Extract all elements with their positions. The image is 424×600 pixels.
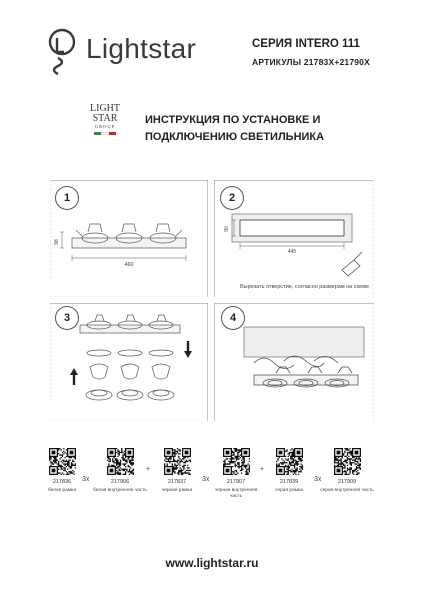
website-url[interactable]: www.lightstar.ru <box>165 556 259 570</box>
product-code: 217839 <box>279 479 299 485</box>
qr-code-icon <box>334 448 361 475</box>
step-2-cut-note: Вырезать отверстие, согласно размерам на схеме <box>240 284 370 290</box>
brand-name: Lightstar <box>86 33 197 64</box>
lightstar-group-logo <box>88 104 122 135</box>
product-code: 217836 <box>52 479 72 485</box>
step-1-height: 98 <box>54 239 60 245</box>
step-4-panel <box>214 303 374 421</box>
qr-code-icon <box>49 448 76 475</box>
product-code: 217906 <box>110 479 130 485</box>
qr-code-icon <box>107 448 134 475</box>
quantity-multiplier: 3x <box>82 476 90 483</box>
step-2-width: 445 <box>287 249 297 255</box>
italian-flag-icon <box>94 132 116 135</box>
plus-sign: + <box>260 466 265 473</box>
qr-code-icon <box>164 448 191 475</box>
product-description: серая рамка <box>275 488 303 493</box>
quantity-multiplier: 3x <box>314 476 322 483</box>
instruction-line-2: ПОДКЛЮЧЕНИЮ СВЕТИЛЬНИКА <box>145 131 325 143</box>
product-description: белая внутренняя часть <box>93 488 147 493</box>
product-code: 217909 <box>337 479 357 485</box>
product-description: серая внутренняя часть <box>320 488 374 493</box>
group-logo-line1: LIGHT <box>90 103 120 114</box>
articles-label: АРТИКУЛЫ 21783X+21790X <box>252 57 370 67</box>
group-logo-line3: GROUP <box>94 124 116 129</box>
step-2-panel <box>214 180 374 297</box>
quantity-multiplier: 3x <box>202 476 210 483</box>
product-description: белая рамка <box>47 488 77 493</box>
step-1-width: 460 <box>124 262 134 268</box>
instruction-title <box>145 112 324 146</box>
lightstar-logo-icon <box>48 28 76 78</box>
qr-code-icon <box>223 448 250 475</box>
step-2-badge: 2 <box>220 186 244 210</box>
product-code: 217907 <box>226 479 246 485</box>
product-description: черная внутренняя часть <box>214 488 258 499</box>
product-code: 217837 <box>167 479 187 485</box>
product-table <box>0 448 424 528</box>
group-logo-line2: STAR <box>92 113 118 124</box>
product-description: черная рамка <box>161 488 193 493</box>
step-4-badge: 4 <box>221 306 245 330</box>
instruction-line-1: ИНСТРУКЦИЯ ПО УСТАНОВКЕ И <box>145 114 321 126</box>
step-3-badge: 3 <box>55 306 79 330</box>
step-1-panel <box>50 180 208 297</box>
step-1-badge: 1 <box>55 186 79 210</box>
step-2-height: 90 <box>224 226 230 232</box>
qr-code-icon <box>276 448 303 475</box>
step-3-panel <box>50 303 208 421</box>
series-title: СЕРИЯ INTERO 111 <box>252 38 360 50</box>
plus-sign: + <box>146 466 151 473</box>
